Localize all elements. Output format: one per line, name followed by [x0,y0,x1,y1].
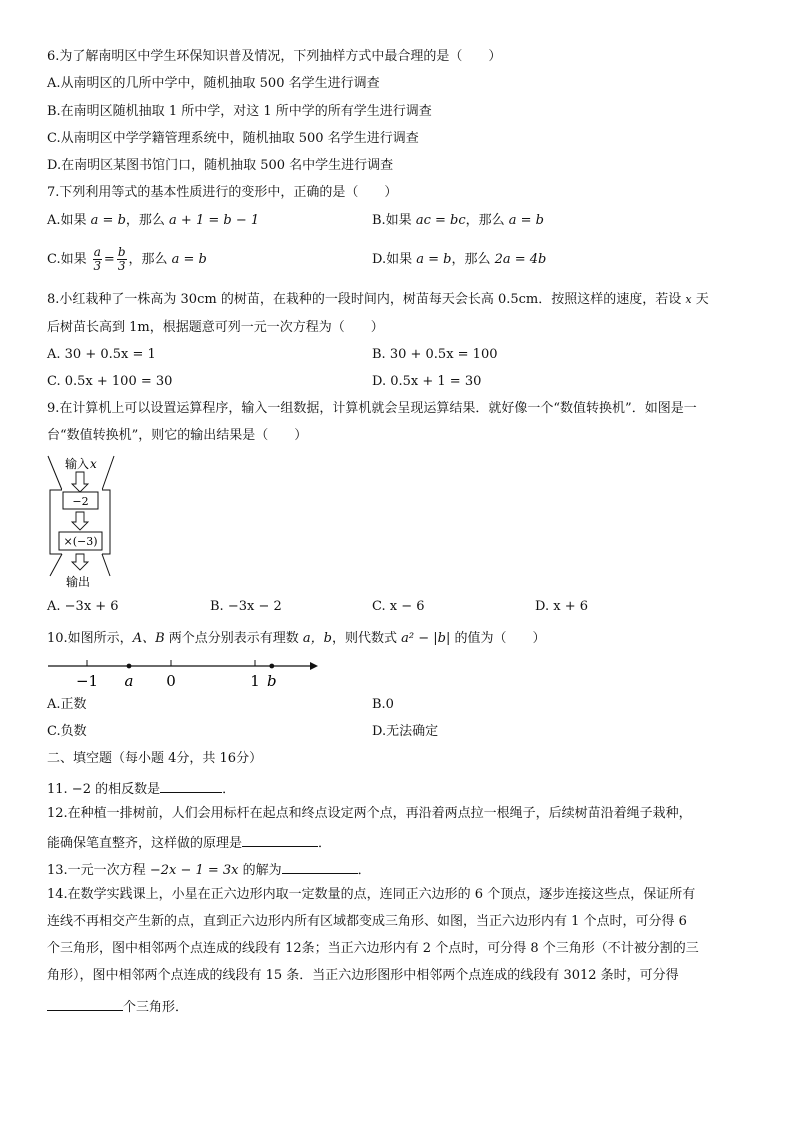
q10-text-b: 两个点分别表示有理数 [164,631,303,646]
q6-option-c: C.从南明区中学学籍管理系统中，随机抽取 500 名学生进行调查 [47,131,419,146]
diagram-input-var: x [90,457,97,471]
q13-end: ． [357,863,371,878]
q14-line5 [47,996,188,1017]
q6-option-a: A.从南明区的几所中学中，随机抽取 500 名学生进行调查 [47,76,380,91]
q6-stem: 6.为了解南明区中学生环保知识普及情况，下列抽样方式中最合理的是（ ） [47,49,502,64]
q7-option-a [47,212,259,230]
q6-option-b: B.在南明区随机抽取 1 所中学，对这 1 所中学的所有学生进行调查 [47,104,432,119]
q7-c-result: a = b [171,252,207,267]
q10-points: A、B [132,631,165,646]
q8-text-b: 天 [691,292,709,307]
q9-option-a: A. −3x + 6 [47,599,119,614]
q10-option-c: C.负数 [47,724,87,739]
q7-c-prefix: C.如果 [47,252,91,267]
q14-end: 个三角形． [123,1000,189,1015]
number-line-point-b [269,664,274,669]
diagram-input-label: 输入 [65,457,90,471]
q7-d-then: ，那么 [451,252,495,267]
frac-den: 3 [117,259,126,273]
q8-option-a: A. 30 + 0.5x = 1 [47,347,156,362]
q11-text: 11. −2 的相反数是 [47,782,161,797]
number-line-label: 1 [250,672,260,690]
number-line [44,656,324,692]
q14-line1: 14.在数学实践课上，小星在正六边形内取一定数量的点，连同正六边形的 6 个顶点，逐步连接这些点，保证所有 [47,887,696,902]
q9-option-c: C. x − 6 [372,599,425,614]
diagram-step-2: ×(−3) [63,535,98,548]
q14-line2: 连线不再相交产生新的点，直到正六边形内所有区域都变成三角形、如图，当正六边形内有 1 个点时，可分得 6 [47,914,687,929]
q7-b-condition: ac = bc [415,213,466,228]
q10-text-c: ，则代数式 [331,631,402,646]
q8-text-a: 8.小红栽种了一株高为 30cm 的树苗，在栽种的一段时间内，树苗每天会长高 0.5cm．按照这样的速度，若设 [47,292,686,307]
q13 [47,859,371,880]
number-line-label: b [266,672,277,690]
q9-option-b: B. −3x − 2 [210,599,282,614]
diagram-output-label: 输出 [66,575,91,589]
q7-option-b [372,212,544,230]
q11-answer-blank[interactable] [160,778,222,793]
q9-option-d: D. x + 6 [535,599,588,614]
q13-text-b: 的解为 [238,863,282,878]
q10-expression: a² − |b| [401,631,451,646]
q10-text-d: 的值为（ ） [450,631,546,646]
q10-option-d: D.无法确定 [372,724,439,739]
q10-stem [47,630,545,648]
q10-vars: a，b [302,631,332,646]
q7-a-result: a + 1 = b − 1 [169,213,260,228]
q7-b-result: a = b [508,213,544,228]
q7-c-then: ，那么 [128,252,172,267]
q7-option-d [372,251,546,269]
q7-a-condition: a = b [90,213,126,228]
number-line-label: 0 [166,672,176,690]
q14-line3: 个三角形，图中相邻两个点连成的线段有 12条；当正六边形内有 2 个点时，可分得 8 个三角形（不计被分割的三 [47,941,699,956]
q7-stem: 7.下列利用等式的基本性质进行的变形中，正确的是（ ） [47,185,398,200]
q7-b-prefix: B.如果 [372,213,416,228]
q9-stem-line1: 9.在计算机上可以设置运算程序，输入一组数据，计算机就会呈现运算结果．就好像一个“数值转换机”．如图是一 [47,401,697,416]
q12-answer-blank[interactable] [242,832,318,847]
q7-d-prefix: D.如果 [372,252,417,267]
q14-answer-blank[interactable] [47,996,123,1011]
q10-text-a: 10.如图所示， [47,631,133,646]
q8-option-d: D. 0.5x + 1 = 30 [372,374,482,389]
frac-num: a [93,245,101,259]
q9-stem-line2: 台“数值转换机”，则它的输出结果是（ ） [47,428,308,443]
number-line-label: −1 [75,672,99,690]
q8-variable: x [685,293,692,306]
q8-stem-line2: 后树苗长高到 1m，根据题意可列一元一次方程为（ ） [47,320,384,335]
q10-option-b: B.0 [372,697,394,712]
q7-d-result: 2a = 4b [494,252,547,267]
q10-option-a: A.正数 [47,697,87,712]
frac-den: 3 [93,259,102,273]
q7-c-equals: = [103,252,115,267]
q7-b-then: ，那么 [465,213,509,228]
q12-end: ． [318,836,332,851]
arrow-right-icon [310,662,318,670]
q8-option-b: B. 30 + 0.5x = 100 [372,347,498,362]
q7-option-c [47,242,207,278]
number-line-point-a [127,664,132,669]
q7-a-then: ，那么 [125,213,170,228]
q13-text-a: 13.一元一次方程 [47,863,150,878]
q12-line1: 12.在种植一排树前，人们会用标杆在起点和终点设定两个点，再沿着两点拉一根绳子，后续树苗沿着绳子栽种， [47,806,692,821]
q12-line2 [47,832,331,853]
number-line-label: a [124,672,134,690]
q14-line4: 角形），图中相邻两个点连成的线段有 15 条．当正六边形图形中相邻两个点连成的线段有 3012 条时，可分得 [47,968,679,983]
q11 [47,778,235,799]
q13-equation: −2x − 1 = 3x [149,863,239,878]
q7-c-fraction-a [93,246,102,273]
q13-answer-blank[interactable] [282,859,358,874]
q7-a-prefix: A.如果 [47,213,91,228]
arrow-down-icon [72,554,88,570]
frac-num: b [117,245,126,259]
q12-text: 能确保笔直整齐，这样做的原理是 [47,836,243,851]
diagram-step-1: −2 [72,495,89,508]
arrow-down-icon [72,512,88,530]
q11-end: ． [222,782,236,797]
q6-option-d: D.在南明区某图书馆门口，随机抽取 500 名中学生进行调查 [47,158,394,173]
section-2-heading: 二、填空题（每小题 4分，共 16分） [47,751,263,766]
number-converter-diagram [44,452,124,594]
q8-stem-line1 [47,291,709,309]
q7-d-condition: a = b [416,252,452,267]
q8-option-c: C. 0.5x + 100 = 30 [47,374,173,389]
q7-c-fraction-b [117,246,127,273]
